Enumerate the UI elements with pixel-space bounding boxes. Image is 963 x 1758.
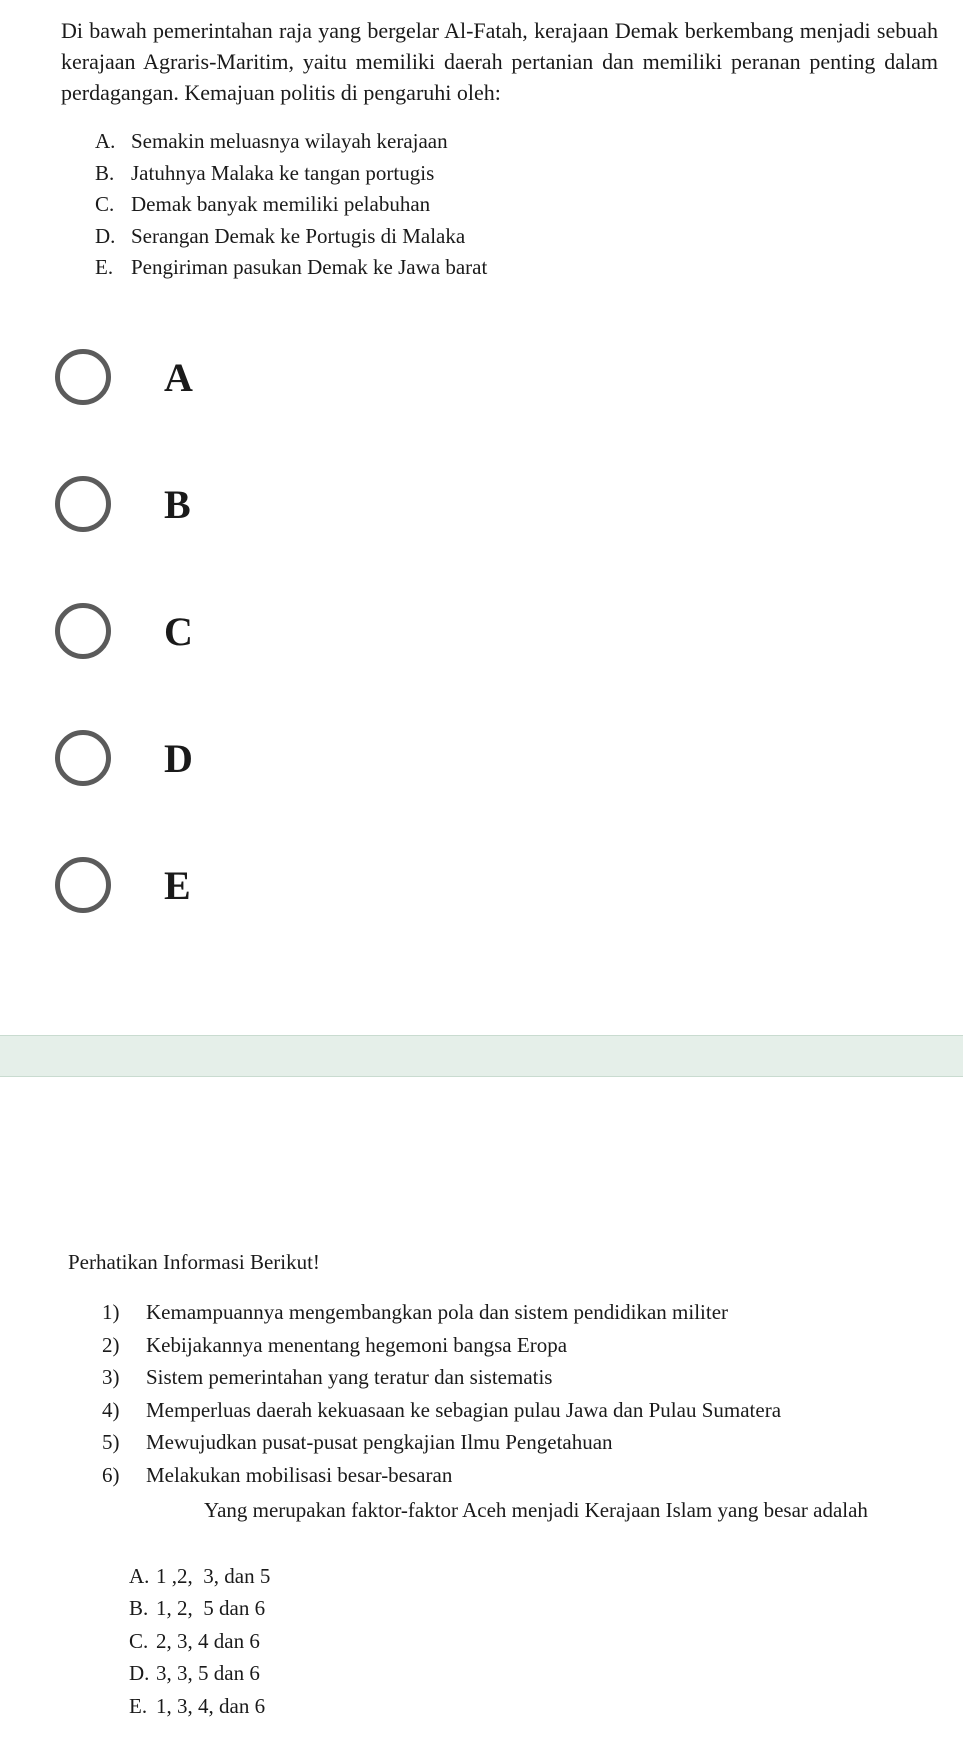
option-text: Semakin meluasnya wilayah kerajaan — [131, 129, 448, 153]
question-2-option-list — [129, 1560, 270, 1722]
question-2-text: Yang merupakan faktor-faktor Aceh menjadi Kerajaan Islam yang besar adalah — [204, 1498, 868, 1522]
radio-button-e[interactable] — [55, 857, 111, 913]
answer-label-d[interactable]: D — [164, 735, 193, 781]
question-divider — [0, 1035, 963, 1077]
answer-label-c[interactable]: C — [164, 608, 193, 654]
info-text: Sistem pemerintahan yang teratur dan sistematis — [146, 1365, 553, 1390]
option-letter: E. — [129, 1693, 148, 1718]
question-1-option — [95, 221, 487, 253]
question-2-option — [129, 1560, 270, 1592]
option-letter: D. — [95, 223, 116, 248]
option-letter: A. — [129, 1564, 150, 1588]
info-text: Kemampuannya mengembangkan pola dan sistem pendidikan militer — [146, 1300, 729, 1324]
option-letter: D. — [129, 1661, 150, 1686]
question-2-prompt — [146, 1494, 963, 1526]
option-text: Demak banyak memiliki pelabuhan — [131, 192, 431, 216]
info-item — [102, 1296, 781, 1329]
option-letter: B. — [95, 160, 115, 185]
radio-button-c[interactable] — [55, 603, 111, 659]
info-item — [102, 1426, 781, 1459]
option-text: 1, 2, 5 dan 6 — [156, 1596, 266, 1621]
question-1-stem: Di bawah pemerintahan raja yang bergelar Al-Fatah, kerajaan Demak berkembang menjadi sebuah kerajaan Agraris-Maritim, yaitu memiliki daerah pertanian dan memiliki peranan penting dalam perdagangan. Kemajuan politis di pengaruhi oleh: — [61, 18, 938, 105]
info-item — [102, 1361, 781, 1394]
question-1-option — [95, 252, 487, 284]
answer-label-e[interactable]: E — [164, 862, 191, 908]
info-text: Melakukan mobilisasi besar-besaran — [146, 1462, 453, 1487]
question-1-option — [95, 158, 487, 190]
option-text: Pengiriman pasukan Demak ke Jawa barat — [131, 255, 488, 279]
answer-label-b[interactable]: B — [164, 481, 191, 527]
radio-button-a[interactable] — [55, 349, 111, 405]
question-2-option — [129, 1690, 270, 1722]
radio-button-d[interactable] — [55, 730, 111, 786]
info-text: Mewujudkan pusat-pusat pengkajian Ilmu Pengetahuan — [146, 1430, 613, 1455]
option-letter: A. — [95, 129, 116, 153]
info-item — [102, 1394, 781, 1427]
answer-choice-b[interactable] — [55, 469, 191, 539]
info-number: 2) — [102, 1332, 120, 1357]
question-1-option-list — [95, 126, 487, 284]
info-number: 5) — [102, 1430, 120, 1455]
option-text: 3, 3, 5 dan 6 — [156, 1661, 260, 1686]
info-item — [102, 1459, 781, 1492]
info-text: Memperluas daerah kekuasaan ke sebagian pulau Jawa dan Pulau Sumatera — [146, 1397, 782, 1422]
info-number: 6) — [102, 1462, 120, 1487]
option-text: 1 ,2, 3, dan 5 — [156, 1564, 271, 1588]
info-number: 3) — [102, 1365, 120, 1390]
info-text: Kebijakannya menentang hegemoni bangsa Eropa — [146, 1332, 568, 1357]
option-text: 2, 3, 4 dan 6 — [156, 1628, 260, 1653]
option-text: 1, 3, 4, dan 6 — [156, 1693, 266, 1718]
answer-choice-c[interactable] — [55, 596, 193, 666]
option-letter: B. — [129, 1596, 149, 1621]
option-letter: C. — [129, 1628, 149, 1653]
option-text: Serangan Demak ke Portugis di Malaka — [131, 223, 466, 248]
info-list — [102, 1296, 781, 1492]
info-item — [102, 1329, 781, 1362]
info-number: 1) — [102, 1300, 120, 1324]
option-letter: E. — [95, 255, 114, 279]
question-1-option — [95, 189, 487, 221]
info-number: 4) — [102, 1397, 120, 1422]
question-2-option — [129, 1625, 270, 1657]
answer-choice-e[interactable] — [55, 850, 191, 920]
question-2-title: Perhatikan Informasi Berikut! — [68, 1250, 320, 1274]
question-1-option — [95, 126, 487, 158]
answer-label-a[interactable]: A — [164, 354, 193, 400]
radio-button-b[interactable] — [55, 476, 111, 532]
answer-choice-d[interactable] — [55, 723, 193, 793]
option-letter: C. — [95, 192, 115, 216]
question-2-option — [129, 1657, 270, 1689]
option-text: Jatuhnya Malaka ke tangan portugis — [131, 160, 435, 185]
question-2-option — [129, 1592, 270, 1624]
answer-choice-a[interactable] — [55, 342, 193, 412]
